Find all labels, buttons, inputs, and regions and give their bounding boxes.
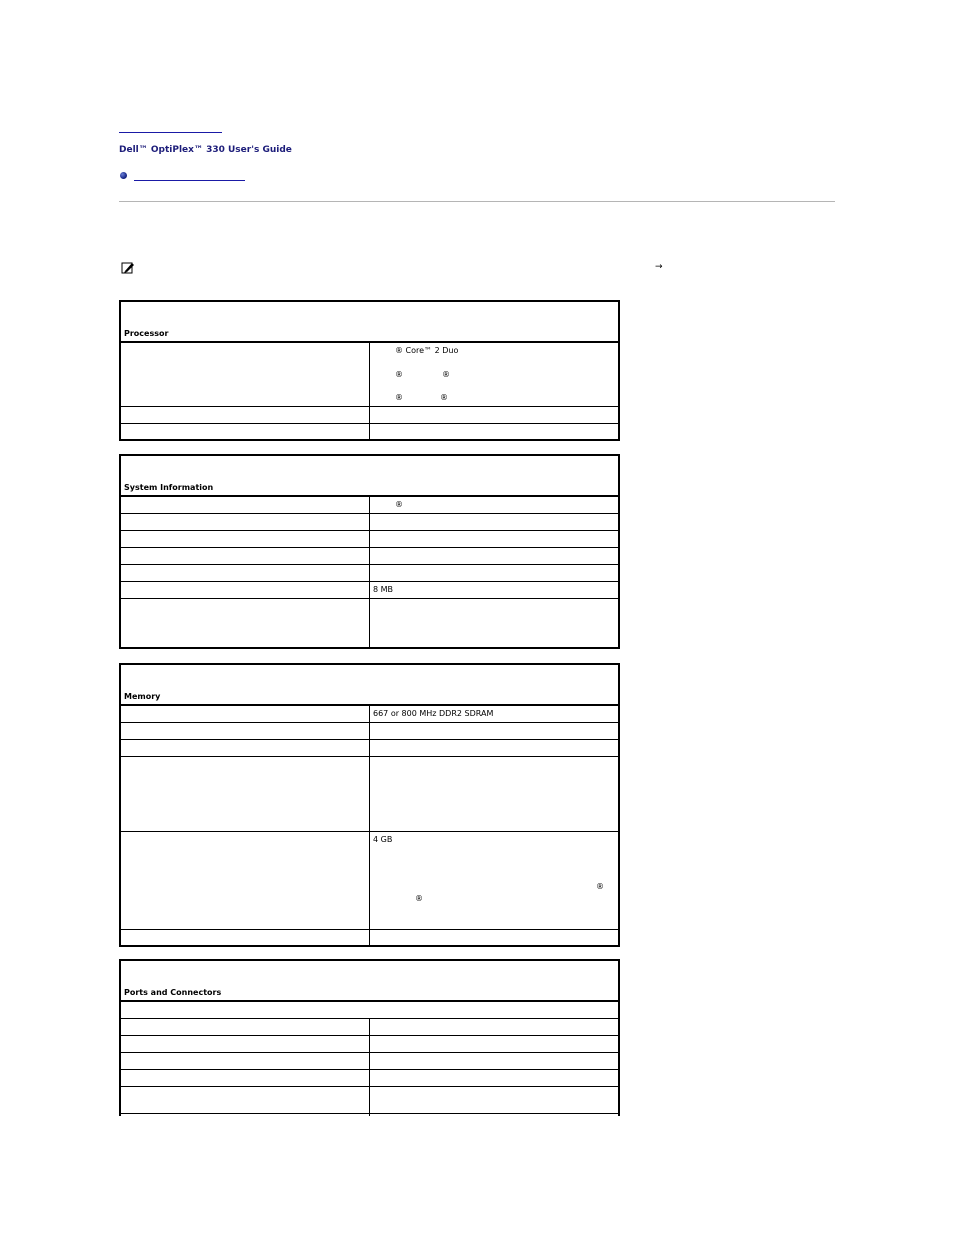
table-cell bbox=[120, 598, 370, 648]
table-cell bbox=[120, 564, 370, 581]
processor-table bbox=[119, 300, 620, 441]
table-cell bbox=[120, 1018, 370, 1035]
table-cell bbox=[120, 406, 370, 423]
memory-table bbox=[119, 663, 620, 947]
ports-and-connectors-table bbox=[119, 959, 620, 1116]
table-cell bbox=[370, 513, 620, 530]
arrow-icon: → bbox=[655, 262, 663, 272]
table-cell bbox=[120, 547, 370, 564]
bullet-icon bbox=[120, 172, 127, 179]
memory-heading: Memory bbox=[120, 664, 619, 705]
table-cell: ® bbox=[370, 496, 620, 513]
table-cell: 8 MB bbox=[370, 581, 620, 598]
table-cell bbox=[370, 1052, 620, 1069]
table-cell bbox=[120, 756, 370, 831]
table-cell bbox=[120, 1052, 370, 1069]
table-cell bbox=[370, 1113, 620, 1116]
table-cell bbox=[370, 739, 620, 756]
table-cell bbox=[370, 1035, 620, 1052]
table-cell bbox=[120, 1069, 370, 1086]
ports-heading: Ports and Connectors bbox=[120, 960, 619, 1001]
system-information-table bbox=[119, 454, 620, 649]
table-cell bbox=[370, 530, 620, 547]
table-cell bbox=[370, 1069, 620, 1086]
table-cell bbox=[120, 739, 370, 756]
processor-label-cell bbox=[120, 342, 370, 406]
table-cell bbox=[370, 929, 620, 946]
note-pencil-icon bbox=[121, 260, 135, 274]
table-cell bbox=[120, 705, 370, 722]
table-cell: 4 GB ® ® bbox=[370, 831, 620, 929]
guide-title: Dell™ OptiPlex™ 330 User's Guide bbox=[119, 145, 292, 155]
contents-link[interactable] bbox=[134, 170, 245, 181]
divider bbox=[119, 201, 835, 202]
table-cell bbox=[120, 1113, 370, 1116]
table-cell bbox=[120, 929, 370, 946]
table-cell bbox=[120, 581, 370, 598]
system-information-heading: System Information bbox=[120, 455, 619, 496]
ports-table-viewport bbox=[119, 959, 620, 1116]
table-cell bbox=[120, 513, 370, 530]
table-cell bbox=[120, 1035, 370, 1052]
table-cell bbox=[120, 423, 370, 440]
table-cell bbox=[120, 496, 370, 513]
processor-heading: Processor bbox=[120, 301, 619, 342]
table-cell bbox=[370, 598, 620, 648]
table-cell bbox=[370, 406, 620, 423]
table-cell bbox=[370, 722, 620, 739]
table-cell bbox=[120, 1086, 370, 1113]
table-cell bbox=[370, 1086, 620, 1113]
table-cell bbox=[370, 547, 620, 564]
table-cell bbox=[120, 831, 370, 929]
table-cell bbox=[120, 722, 370, 739]
processor-value-cell: ® Core™ 2 Duo ® ® ® ® bbox=[370, 342, 620, 406]
table-cell bbox=[120, 530, 370, 547]
table-cell: 667 or 800 MHz DDR2 SDRAM bbox=[370, 705, 620, 722]
table-cell bbox=[370, 1018, 620, 1035]
table-cell bbox=[120, 1001, 619, 1018]
table-cell bbox=[370, 423, 620, 440]
table-cell bbox=[370, 564, 620, 581]
top-link[interactable] bbox=[119, 122, 222, 133]
table-cell bbox=[370, 756, 620, 831]
